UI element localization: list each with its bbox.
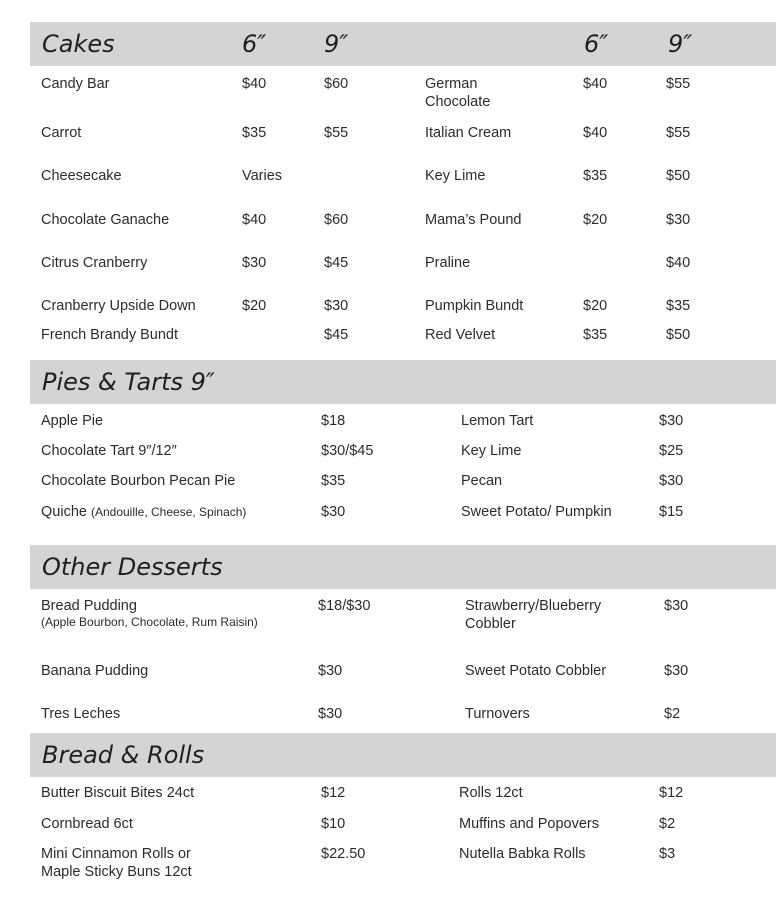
cake-price-9: $35 bbox=[666, 298, 691, 314]
dessert-item-name: Sweet Potato Cobbler bbox=[465, 663, 607, 679]
cake-price-9: $60 bbox=[324, 76, 349, 92]
pie-price: $18 bbox=[321, 413, 346, 429]
cake-item-name: Italian Cream bbox=[425, 125, 512, 141]
pies-header bbox=[30, 360, 776, 404]
other-desserts-title: Other Desserts bbox=[42, 553, 223, 581]
cake-price-6: $20 bbox=[242, 298, 267, 314]
cake-item-name: Citrus Cranberry bbox=[41, 255, 148, 271]
cake-price-9: $60 bbox=[324, 212, 349, 228]
cake-price-6: $35 bbox=[583, 327, 608, 343]
pie-price: $30/$45 bbox=[321, 443, 374, 459]
cake-price-9: $30 bbox=[666, 212, 691, 228]
cake-price-6: $20 bbox=[583, 212, 608, 228]
cake-price-6: $40 bbox=[242, 76, 267, 92]
cake-price-6: $40 bbox=[242, 212, 267, 228]
dessert-price: $30 bbox=[664, 663, 689, 679]
pie-item-label: Quiche bbox=[41, 504, 87, 520]
pie-item-name: Lemon Tart bbox=[461, 413, 534, 429]
bread-item-name: Butter Biscuit Bites 24ct bbox=[41, 785, 195, 801]
pie-item-name: Pecan bbox=[461, 473, 503, 489]
dessert-item-name: Strawberry/Blueberry Cobbler bbox=[465, 598, 602, 632]
cake-price-9: $45 bbox=[324, 327, 349, 343]
cakes-header bbox=[30, 22, 776, 66]
cake-item-name: Key Lime bbox=[425, 168, 486, 184]
bread-price: $2 bbox=[659, 816, 676, 832]
dessert-item-name: Banana Pudding bbox=[41, 663, 149, 679]
pie-price: $30 bbox=[321, 504, 346, 520]
other-desserts-header bbox=[30, 545, 776, 589]
dessert-price: $2 bbox=[664, 706, 681, 722]
cake-item-name: Pumpkin Bundt bbox=[425, 298, 524, 314]
cakes-size-6-right: 6″ bbox=[584, 30, 609, 58]
cake-price-6: $35 bbox=[242, 125, 267, 141]
cake-item-name: Praline bbox=[425, 255, 471, 271]
pie-item-name bbox=[41, 503, 246, 521]
cake-price-6: $35 bbox=[583, 168, 608, 184]
dessert-item-name: Turnovers bbox=[465, 706, 530, 722]
bread-item-name: Rolls 12ct bbox=[459, 785, 523, 801]
cake-price-6: $40 bbox=[583, 125, 608, 141]
cake-item-name: Cranberry Upside Down bbox=[41, 298, 196, 314]
cakes-size-6-left: 6″ bbox=[242, 30, 267, 58]
cake-price-6: Varies bbox=[242, 168, 283, 184]
pie-item-name: Apple Pie bbox=[41, 413, 104, 429]
pie-item-name: Chocolate Bourbon Pecan Pie bbox=[41, 473, 236, 489]
bread-rolls-header bbox=[30, 733, 776, 777]
cake-item-name: Cheesecake bbox=[41, 168, 122, 184]
dessert-item-name: Bread Pudding bbox=[41, 598, 137, 614]
bread-price: $12 bbox=[321, 785, 346, 801]
cake-item-name: Chocolate Ganache bbox=[41, 212, 170, 228]
cake-item-name: Candy Bar bbox=[41, 76, 110, 92]
cakes-title: Cakes bbox=[42, 30, 115, 58]
pie-price: $30 bbox=[659, 413, 684, 429]
pie-item-name: Chocolate Tart 9″/12″ bbox=[41, 443, 177, 459]
cake-price-9: $50 bbox=[666, 168, 691, 184]
cake-price-9: $45 bbox=[324, 255, 349, 271]
pie-item-name: Sweet Potato/ Pumpkin bbox=[461, 504, 612, 520]
cakes-size-9-right: 9″ bbox=[668, 30, 693, 58]
cake-price-9: $50 bbox=[666, 327, 691, 343]
bread-item-name: Muffins and Popovers bbox=[459, 816, 599, 832]
cake-item-name: French Brandy Bundt bbox=[41, 327, 179, 343]
cake-price-9: $40 bbox=[666, 255, 691, 271]
dessert-item-name: Tres Leches bbox=[41, 706, 121, 722]
cake-price-9: $55 bbox=[324, 125, 349, 141]
bread-item-name: Nutella Babka Rolls bbox=[459, 846, 586, 862]
pie-price: $15 bbox=[659, 504, 684, 520]
cake-price-9: $30 bbox=[324, 298, 349, 314]
pie-price: $35 bbox=[321, 473, 346, 489]
dessert-price: $30 bbox=[318, 663, 343, 679]
cake-price-6: $40 bbox=[583, 76, 608, 92]
dessert-price: $30 bbox=[318, 706, 343, 722]
dessert-item-note: (Apple Bourbon, Chocolate, Rum Raisin) bbox=[41, 615, 258, 629]
pie-item-name: Key Lime bbox=[461, 443, 522, 459]
pies-title: Pies & Tarts 9″ bbox=[42, 368, 215, 396]
cake-price-6: $30 bbox=[242, 255, 267, 271]
cake-price-6: $20 bbox=[583, 298, 608, 314]
cake-item-name: Carrot bbox=[41, 125, 82, 141]
dessert-price: $18/$30 bbox=[318, 598, 371, 614]
bread-price: $22.50 bbox=[321, 846, 366, 862]
bread-price: $3 bbox=[659, 846, 676, 862]
pie-item-note: (Andouille, Cheese, Spinach) bbox=[90, 505, 247, 519]
dessert-price: $30 bbox=[664, 598, 689, 614]
cakes-size-9-left: 9″ bbox=[324, 30, 349, 58]
bread-price: $12 bbox=[659, 785, 684, 801]
cake-price-9: $55 bbox=[666, 125, 691, 141]
bread-rolls-title: Bread & Rolls bbox=[42, 741, 205, 769]
bread-item-name: Cornbread 6ct bbox=[41, 816, 133, 832]
cake-price-9: $55 bbox=[666, 76, 691, 92]
cake-item-name: Mama’s Pound bbox=[425, 212, 522, 228]
bread-item-name: Mini Cinnamon Rolls or Maple Sticky Buns 12ct bbox=[41, 846, 192, 880]
pie-price: $30 bbox=[659, 473, 684, 489]
cake-item-name: Red Velvet bbox=[425, 327, 496, 343]
cake-item-name: German Chocolate bbox=[425, 76, 491, 110]
pie-price: $25 bbox=[659, 443, 684, 459]
bread-price: $10 bbox=[321, 816, 346, 832]
